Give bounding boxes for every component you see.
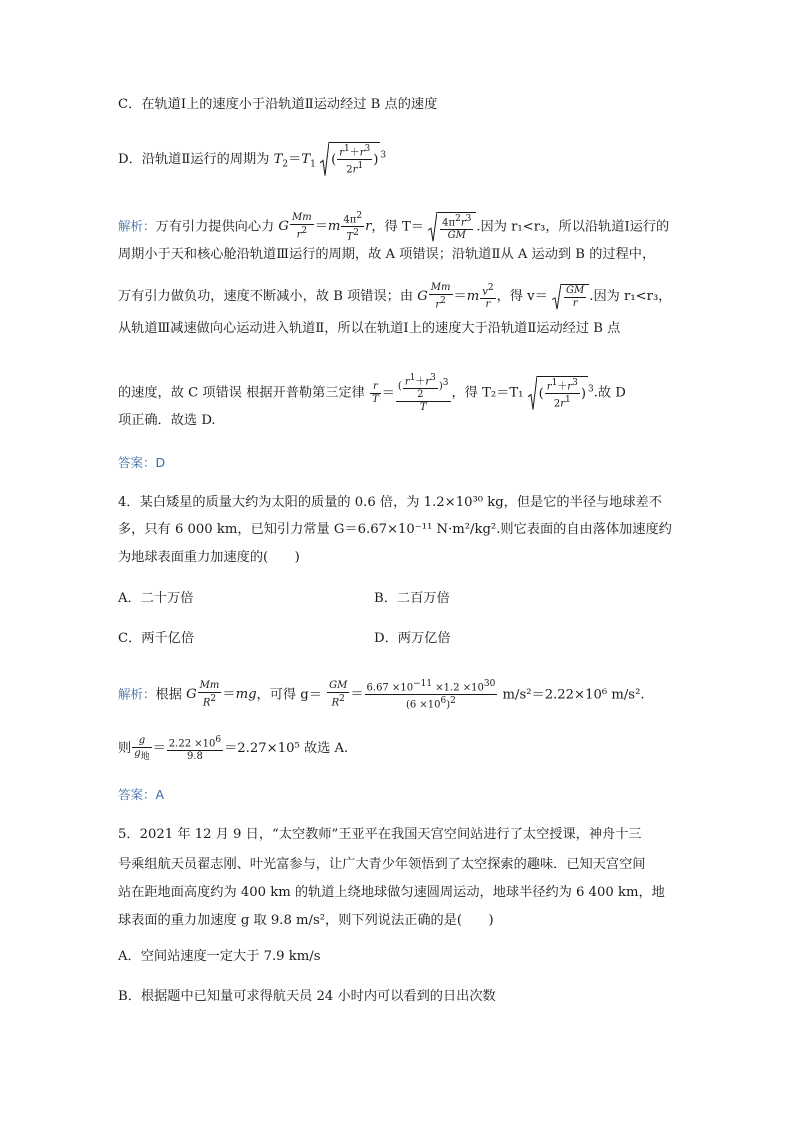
q3-analysis-line-3	[118, 282, 671, 311]
q4-option-d: D．两万亿倍	[374, 631, 451, 646]
analysis-text: m/s²＝2.22×10⁶ m/s².	[502, 687, 645, 703]
analysis-text: ，可得 g＝	[256, 687, 322, 703]
analysis-text: 根据	[155, 687, 182, 703]
q3-analysis-line-5: 的速度，故 C 项错误 根据开普勒第三定律 $\frac{r}{T}$ ＝ ( $\frac{r^1+r^3}{2}$ )$^3$ T ，得 T₂＝T₁ ( $\frac{r^1+r^3}{2r^1}$ ) $^3$.故 D	[118, 373, 626, 414]
analysis-text: ＝2.27×10⁵ 故选 A.	[224, 741, 349, 757]
analysis-text: ，得 T₂＝T₁	[451, 385, 524, 401]
q3-analysis-line-2: 周期小于天和核心舱沿轨道Ⅲ运行的周期，故 A 项错误；沿轨道Ⅱ从 A 运动到 B 的过程中，	[118, 247, 656, 262]
formula-g: $\frac{GM}{R^2}$ ＝ $\frac{6.67 \times 10^{-11} \times 1.2 \times 10^{30}}{(6 \times 10^6)^2}$	[329, 679, 496, 711]
analysis-text: 则	[118, 741, 132, 757]
analysis-text: ，得 v＝	[496, 289, 548, 305]
q3-option-d-text: D．沿轨道Ⅱ运行的周期为	[118, 151, 270, 167]
q5-option-a: A．空间站速度一定大于 7.9 km/s	[118, 949, 321, 964]
q3-analysis-line-4: 从轨道Ⅲ减速做向心运动进入轨道Ⅱ，所以在轨道Ⅰ上的速度大于沿轨道Ⅱ运动经过 B 点	[118, 321, 621, 336]
q5-option-b: B．根据题中已知量可求得航天员 24 小时内可以看到的日出次数	[118, 989, 496, 1004]
analysis-text: 万有引力提供向心力	[155, 219, 275, 235]
analysis-label: 解析：	[118, 218, 156, 234]
q3-option-c: C．在轨道Ⅰ上的速度小于沿轨道Ⅱ运动经过 B 点的速度	[118, 97, 438, 112]
formula-mg: G $\frac{Mm}{R^2}$ ＝mg	[186, 680, 257, 709]
analysis-text: 万有引力做负功，速度不断减小，故 B 项错误；由	[118, 289, 414, 305]
formula-v: $\frac{GM}{r}$	[552, 284, 589, 310]
analysis-label: 解析：	[118, 686, 156, 702]
formula-velocity: G $\frac{Mm}{r^2}$ ＝m $\frac{v^2}{r}$	[417, 282, 494, 311]
q4-stem-line-1: 4．某白矮星的质量大约为太阳的质量的 0.6 倍，为 1.2×10³⁰ kg，但是它的半径与地球差不	[118, 495, 662, 510]
q4-stem-line-2: 多，只有 6 000 km，已知引力常量 G＝6.67×10⁻¹¹ N·m²/kg².则它表面的自由落体加速度约	[118, 522, 672, 537]
q4-option-c: C．两千亿倍	[118, 631, 195, 646]
q4-analysis-line-2	[118, 734, 348, 763]
q4-option-b: B．二百万倍	[374, 591, 450, 606]
q5-stem-line-4: 球表面的重力加速度 g 取 9.8 m/s²，则下列说法正确的是( )	[118, 913, 494, 928]
analysis-text: .因为 r₁<r₃，所以沿轨道Ⅰ运行的	[476, 219, 670, 235]
q4-stem-line-3: 为地球表面重力加速度的( )	[118, 550, 300, 565]
analysis-text: .因为 r₁<r₃，	[589, 289, 672, 305]
analysis-text: ，得 T＝	[371, 219, 424, 235]
analysis-text: .故 D	[593, 385, 626, 401]
formula-gravity: G $\frac{Mm}{r^2}$ ＝m $\frac{4\pi^2}{T^2}$ r	[278, 211, 372, 243]
q3-answer: 答案：D	[118, 455, 166, 470]
formula-ratio: $\frac{g}{g_地}$ ＝ $\frac{2.22 \times 10^6}{9.8}$	[134, 734, 222, 763]
formula-period: $\frac{4\pi^2r^3}{GM}$	[428, 212, 476, 242]
q5-stem-line-2: 号乘组航天员翟志刚、叶光富参与，让广大青少年领悟到了太空探索的趣味．已知天宫空间	[118, 857, 646, 872]
q4-answer: 答案：A	[118, 787, 165, 802]
formula-kepler: $\frac{r}{T}$ ＝ ( $\frac{r^1+r^3}{2}$ )$^3$ T	[372, 373, 449, 414]
q5-stem-line-3: 站在距地面高度约为 400 km 的轨道上绕地球做匀速圆周运动，地球半径约为 6 400 km，地	[118, 885, 665, 900]
q3-analysis-line-1	[118, 210, 669, 244]
analysis-text: 的速度，故 C 项错误 根据开普勒第三定律	[118, 385, 365, 401]
q5-stem-line-1: 5．2021 年 12 月 9 日，“太空教师”王亚平在我国天宫空间站进行了太空授课，神舟十三	[118, 827, 642, 842]
q4-analysis-line-1	[118, 678, 645, 712]
q3-option-d	[118, 142, 386, 177]
formula-t2: $T_2=T_1$ ( $\frac{r^1+r^3}{2r^1}$ ) $^3$	[273, 144, 387, 176]
formula-t2-result: ( $\frac{r^1+r^3}{2r^1}$ )	[528, 376, 588, 411]
q4-option-a: A．二十万倍	[118, 591, 194, 606]
q3-analysis-line-6: 项正确．故选 D.	[118, 413, 216, 428]
